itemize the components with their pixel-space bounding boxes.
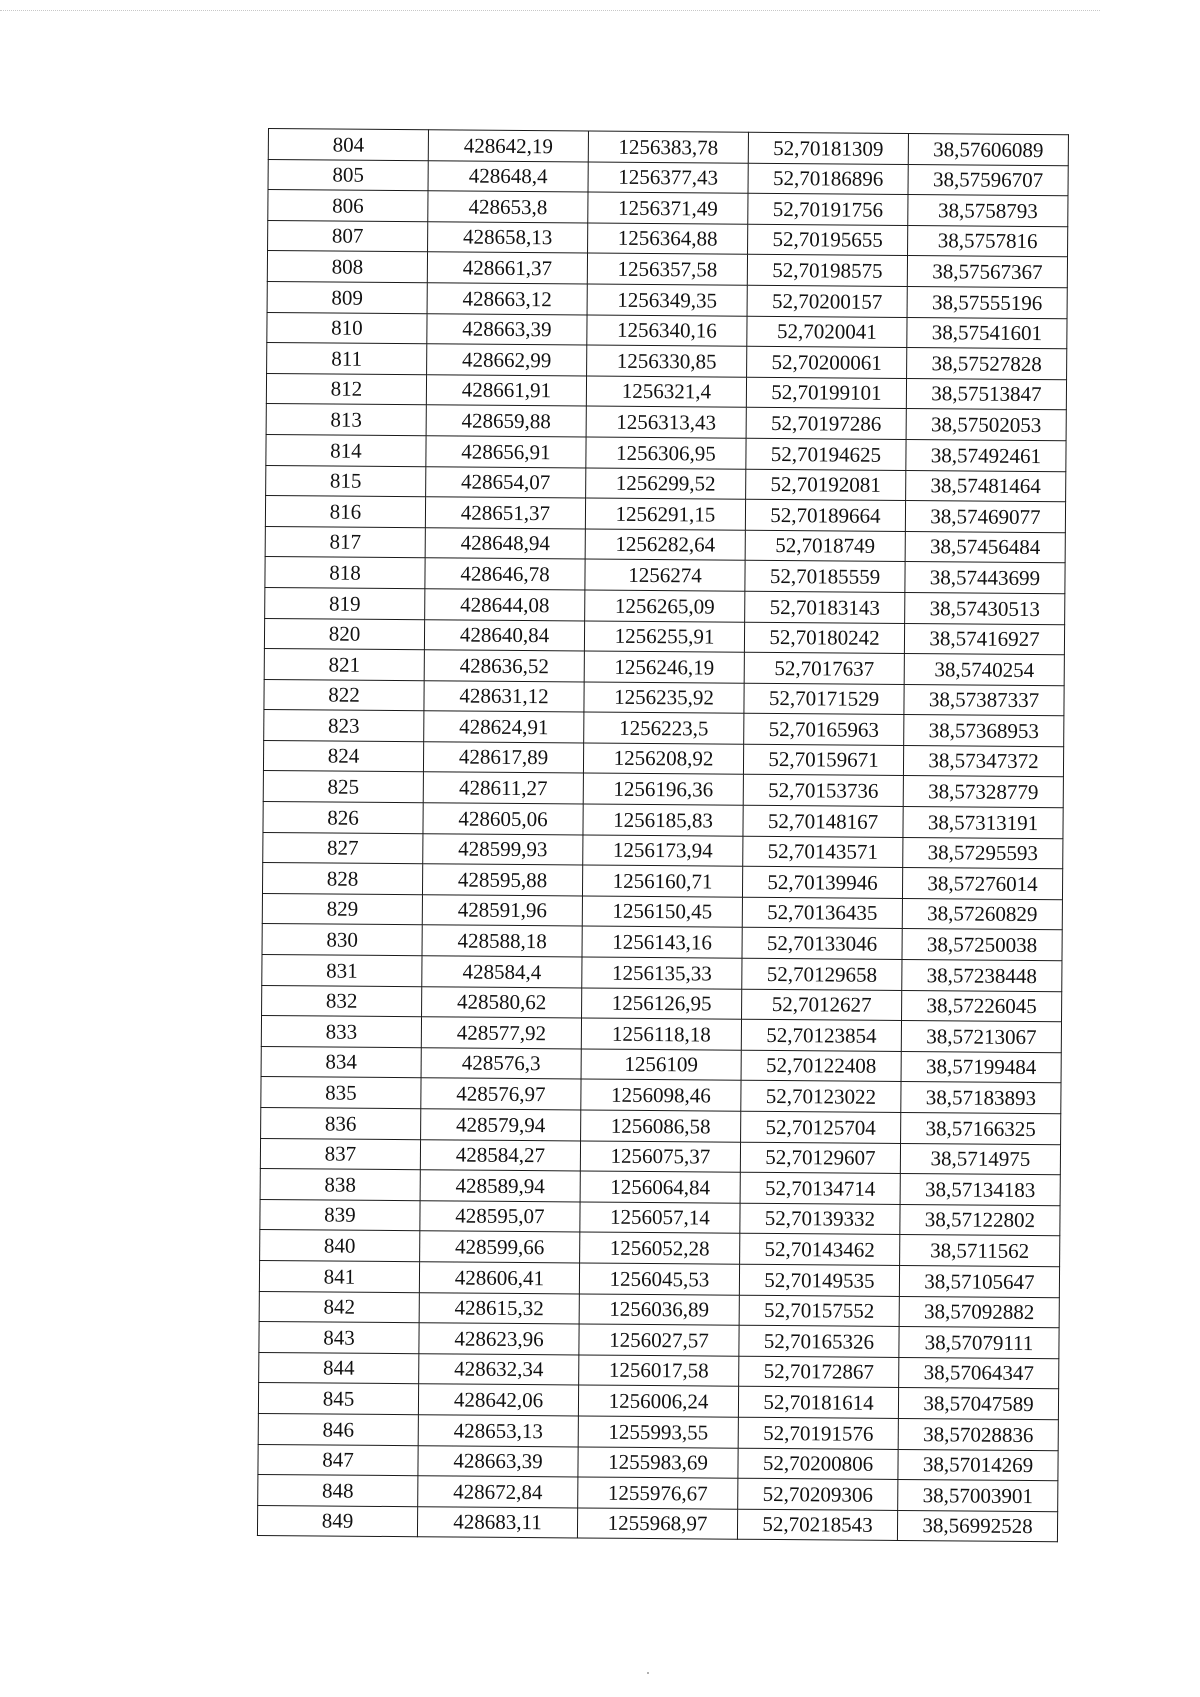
longitude-cell: 38,57105647: [899, 1265, 1059, 1297]
y-coordinate-cell: 1256357,58: [587, 253, 747, 285]
longitude-cell: 38,57567367: [907, 256, 1067, 288]
x-coordinate-cell: 428654,07: [426, 466, 586, 498]
latitude-cell: 52,70143462: [740, 1234, 900, 1266]
longitude-cell: 38,57213067: [901, 1021, 1061, 1053]
y-coordinate-cell: 1256255,91: [584, 621, 744, 653]
longitude-cell: 38,5758793: [908, 195, 1068, 227]
x-coordinate-cell: 428653,13: [418, 1415, 578, 1447]
latitude-cell: 52,70200806: [738, 1448, 898, 1480]
y-coordinate-cell: 1256321,4: [586, 376, 746, 408]
longitude-cell: 38,57328779: [903, 776, 1063, 808]
point-number-cell: 838: [260, 1169, 420, 1201]
latitude-cell: 52,70143571: [743, 836, 903, 868]
y-coordinate-cell: 1256027,57: [579, 1324, 739, 1356]
y-coordinate-cell: 1256160,71: [582, 865, 742, 897]
longitude-cell: 38,57456484: [905, 531, 1065, 563]
latitude-cell: 52,70200157: [747, 285, 907, 317]
latitude-cell: 52,70165326: [739, 1325, 899, 1357]
latitude-cell: 52,70195655: [748, 224, 908, 256]
x-coordinate-cell: 428632,34: [419, 1353, 579, 1385]
longitude-cell: 38,57003901: [898, 1480, 1058, 1512]
latitude-cell: 52,70134714: [740, 1172, 900, 1204]
x-coordinate-cell: 428576,3: [421, 1048, 581, 1080]
longitude-cell: 38,57555196: [907, 286, 1067, 318]
x-coordinate-cell: 428651,37: [425, 497, 585, 529]
point-number-cell: 813: [266, 404, 426, 436]
longitude-cell: 38,57596707: [908, 164, 1068, 196]
point-number-cell: 827: [263, 832, 423, 864]
y-coordinate-cell: 1256383,78: [588, 131, 748, 163]
x-coordinate-cell: 428584,27: [420, 1139, 580, 1171]
x-coordinate-cell: 428644,08: [425, 589, 585, 621]
y-coordinate-cell: 1256313,43: [586, 406, 746, 438]
x-coordinate-cell: 428599,66: [420, 1231, 580, 1263]
latitude-cell: 52,70191756: [748, 193, 908, 225]
scan-edge-line: [0, 10, 1100, 11]
x-coordinate-cell: 428646,78: [425, 558, 585, 590]
latitude-cell: 52,70139946: [742, 867, 902, 899]
point-number-cell: 849: [257, 1505, 417, 1537]
latitude-cell: 52,70197286: [746, 408, 906, 440]
x-coordinate-cell: 428656,91: [426, 436, 586, 468]
longitude-cell: 38,56992528: [897, 1510, 1057, 1542]
longitude-cell: 38,57092882: [899, 1296, 1059, 1328]
y-coordinate-cell: 1256135,33: [582, 957, 742, 989]
latitude-cell: 52,70129658: [742, 958, 902, 990]
longitude-cell: 38,57430513: [905, 592, 1065, 624]
x-coordinate-cell: 428653,8: [428, 191, 588, 223]
point-number-cell: 822: [264, 679, 424, 711]
latitude-cell: 52,70181614: [738, 1387, 898, 1419]
y-coordinate-cell: 1256246,19: [584, 651, 744, 683]
point-number-cell: 847: [258, 1444, 418, 1476]
latitude-cell: 52,70122408: [741, 1050, 901, 1082]
longitude-cell: 38,57238448: [902, 960, 1062, 992]
point-number-cell: 825: [263, 771, 423, 803]
longitude-cell: 38,57481464: [906, 470, 1066, 502]
y-coordinate-cell: 1256208,92: [583, 743, 743, 775]
longitude-cell: 38,57260829: [902, 898, 1062, 930]
x-coordinate-cell: 428658,13: [428, 222, 588, 254]
longitude-cell: 38,5714975: [900, 1143, 1060, 1175]
point-number-cell: 826: [263, 802, 423, 834]
longitude-cell: 38,57166325: [901, 1113, 1061, 1145]
y-coordinate-cell: 1256291,15: [585, 498, 745, 530]
y-coordinate-cell: 1256126,95: [582, 988, 742, 1020]
latitude-cell: 52,70172867: [739, 1356, 899, 1388]
latitude-cell: 52,70180242: [744, 622, 904, 654]
x-coordinate-cell: 428589,94: [420, 1170, 580, 1202]
y-coordinate-cell: 1256371,49: [588, 192, 748, 224]
y-coordinate-cell: 1255983,69: [578, 1447, 738, 1479]
y-coordinate-cell: 1256017,58: [579, 1355, 739, 1387]
x-coordinate-cell: 428595,07: [420, 1201, 580, 1233]
longitude-cell: 38,57134183: [900, 1174, 1060, 1206]
point-number-cell: 808: [267, 251, 427, 283]
x-coordinate-cell: 428663,39: [418, 1445, 578, 1477]
x-coordinate-cell: 428672,84: [418, 1476, 578, 1508]
x-coordinate-cell: 428577,92: [421, 1017, 581, 1049]
y-coordinate-cell: 1255993,55: [578, 1416, 738, 1448]
x-coordinate-cell: 428659,88: [426, 405, 586, 437]
point-number-cell: 819: [265, 587, 425, 619]
y-coordinate-cell: 1256282,64: [585, 529, 745, 561]
x-coordinate-cell: 428648,4: [428, 160, 588, 192]
point-number-cell: 823: [264, 710, 424, 742]
point-number-cell: 840: [260, 1230, 420, 1262]
y-coordinate-cell: 1256006,24: [578, 1385, 738, 1417]
y-coordinate-cell: 1256185,83: [583, 804, 743, 836]
x-coordinate-cell: 428591,96: [422, 895, 582, 927]
latitude-cell: 52,70148167: [743, 805, 903, 837]
x-coordinate-cell: 428640,84: [424, 619, 584, 651]
x-coordinate-cell: 428663,12: [427, 283, 587, 315]
x-coordinate-cell: 428642,19: [428, 130, 588, 162]
latitude-cell: 52,70133046: [742, 928, 902, 960]
point-number-cell: 837: [260, 1138, 420, 1170]
point-number-cell: 810: [267, 312, 427, 344]
latitude-cell: 52,70123854: [741, 1019, 901, 1051]
point-number-cell: 814: [266, 434, 426, 466]
latitude-cell: 52,7012627: [742, 989, 902, 1021]
point-number-cell: 836: [261, 1107, 421, 1139]
longitude-cell: 38,5711562: [900, 1235, 1060, 1267]
longitude-cell: 38,57443699: [905, 562, 1065, 594]
latitude-cell: 52,7018749: [745, 530, 905, 562]
x-coordinate-cell: 428584,4: [422, 956, 582, 988]
latitude-cell: 52,70218543: [737, 1509, 897, 1541]
point-number-cell: 845: [258, 1383, 418, 1415]
x-coordinate-cell: 428595,88: [422, 864, 582, 896]
y-coordinate-cell: 1256075,37: [580, 1141, 740, 1173]
latitude-cell: 52,70159671: [743, 744, 903, 776]
latitude-cell: 52,70199101: [746, 377, 906, 409]
x-coordinate-cell: 428617,89: [423, 742, 583, 774]
coordinates-table-body: [257, 129, 1068, 1543]
point-number-cell: 843: [259, 1322, 419, 1354]
y-coordinate-cell: 1256045,53: [579, 1263, 739, 1295]
point-number-cell: 833: [261, 1016, 421, 1048]
latitude-cell: 52,70192081: [746, 469, 906, 501]
y-coordinate-cell: 1256057,14: [580, 1202, 740, 1234]
y-coordinate-cell: 1256274: [585, 559, 745, 591]
longitude-cell: 38,57502053: [906, 409, 1066, 441]
latitude-cell: 52,70149535: [739, 1264, 899, 1296]
y-coordinate-cell: 1256052,28: [580, 1232, 740, 1264]
point-number-cell: 828: [262, 863, 422, 895]
x-coordinate-cell: 428683,11: [417, 1506, 577, 1538]
latitude-cell: 52,70189664: [745, 499, 905, 531]
latitude-cell: 52,70157552: [739, 1295, 899, 1327]
longitude-cell: 38,57276014: [902, 868, 1062, 900]
x-coordinate-cell: 428588,18: [422, 925, 582, 957]
y-coordinate-cell: 1256364,88: [588, 223, 748, 255]
point-number-cell: 829: [262, 893, 422, 925]
longitude-cell: 38,57079111: [899, 1327, 1059, 1359]
longitude-cell: 38,57122802: [900, 1204, 1060, 1236]
point-number-cell: 835: [261, 1077, 421, 1109]
y-coordinate-cell: 1255968,97: [577, 1508, 737, 1540]
x-coordinate-cell: 428648,94: [425, 527, 585, 559]
x-coordinate-cell: 428579,94: [421, 1109, 581, 1141]
x-coordinate-cell: 428580,62: [422, 986, 582, 1018]
y-coordinate-cell: 1256223,5: [584, 712, 744, 744]
longitude-cell: 38,57416927: [904, 623, 1064, 655]
y-coordinate-cell: 1256340,16: [587, 315, 747, 347]
y-coordinate-cell: 1256109: [581, 1049, 741, 1081]
longitude-cell: 38,57541601: [907, 317, 1067, 349]
x-coordinate-cell: 428611,27: [423, 772, 583, 804]
x-coordinate-cell: 428642,06: [418, 1384, 578, 1416]
point-number-cell: 805: [268, 159, 428, 191]
point-number-cell: 804: [268, 129, 428, 161]
point-number-cell: 834: [261, 1046, 421, 1078]
y-coordinate-cell: 1256265,09: [585, 590, 745, 622]
point-number-cell: 806: [268, 190, 428, 222]
latitude-cell: 52,70139332: [740, 1203, 900, 1235]
y-coordinate-cell: 1256118,18: [581, 1018, 741, 1050]
longitude-cell: 38,57014269: [898, 1449, 1058, 1481]
x-coordinate-cell: 428606,41: [419, 1262, 579, 1294]
point-number-cell: 820: [264, 618, 424, 650]
longitude-cell: 38,5757816: [908, 225, 1068, 257]
latitude-cell: 52,70123022: [741, 1081, 901, 1113]
coordinates-table: [257, 128, 1069, 1543]
latitude-cell: 52,70129607: [740, 1142, 900, 1174]
x-coordinate-cell: 428576,97: [421, 1078, 581, 1110]
longitude-cell: 38,57199484: [901, 1051, 1061, 1083]
y-coordinate-cell: 1256306,95: [586, 437, 746, 469]
latitude-cell: 52,70198575: [747, 255, 907, 287]
latitude-cell: 52,70125704: [741, 1111, 901, 1143]
point-number-cell: 818: [265, 557, 425, 589]
longitude-cell: 38,57226045: [902, 990, 1062, 1022]
table-row: [257, 1505, 1057, 1542]
point-number-cell: 812: [266, 373, 426, 405]
y-coordinate-cell: 1256064,84: [580, 1171, 740, 1203]
x-coordinate-cell: 428623,96: [419, 1323, 579, 1355]
y-coordinate-cell: 1256349,35: [587, 284, 747, 316]
latitude-cell: 52,70183143: [745, 591, 905, 623]
point-number-cell: 821: [264, 649, 424, 681]
point-number-cell: 815: [266, 465, 426, 497]
longitude-cell: 38,57250038: [902, 929, 1062, 961]
longitude-cell: 38,57295593: [903, 837, 1063, 869]
y-coordinate-cell: 1255976,67: [578, 1477, 738, 1509]
longitude-cell: 38,57387337: [904, 684, 1064, 716]
point-number-cell: 831: [262, 955, 422, 987]
latitude-cell: 52,70200061: [747, 346, 907, 378]
longitude-cell: 38,57028836: [898, 1418, 1058, 1450]
y-coordinate-cell: 1256377,43: [588, 162, 748, 194]
latitude-cell: 52,70194625: [746, 438, 906, 470]
point-number-cell: 842: [259, 1291, 419, 1323]
y-coordinate-cell: 1256299,52: [586, 468, 746, 500]
x-coordinate-cell: 428624,91: [424, 711, 584, 743]
point-number-cell: 841: [259, 1260, 419, 1292]
latitude-cell: 52,70181309: [748, 132, 908, 164]
y-coordinate-cell: 1256098,46: [581, 1079, 741, 1111]
y-coordinate-cell: 1256196,36: [583, 773, 743, 805]
x-coordinate-cell: 428615,32: [419, 1292, 579, 1324]
point-number-cell: 830: [262, 924, 422, 956]
latitude-cell: 52,70153736: [743, 775, 903, 807]
y-coordinate-cell: 1256086,58: [581, 1110, 741, 1142]
x-coordinate-cell: 428636,52: [424, 650, 584, 682]
point-number-cell: 848: [258, 1475, 418, 1507]
latitude-cell: 52,70191576: [738, 1417, 898, 1449]
latitude-cell: 52,7020041: [747, 316, 907, 348]
x-coordinate-cell: 428661,91: [426, 375, 586, 407]
point-number-cell: 839: [260, 1199, 420, 1231]
x-coordinate-cell: 428631,12: [424, 680, 584, 712]
y-coordinate-cell: 1256173,94: [583, 835, 743, 867]
longitude-cell: 38,57527828: [907, 348, 1067, 380]
point-number-cell: 846: [258, 1413, 418, 1445]
y-coordinate-cell: 1256143,16: [582, 926, 742, 958]
point-number-cell: 817: [265, 526, 425, 558]
point-number-cell: 811: [267, 343, 427, 375]
longitude-cell: 38,57492461: [906, 439, 1066, 471]
point-number-cell: 816: [265, 496, 425, 528]
longitude-cell: 38,57047589: [898, 1388, 1058, 1420]
point-number-cell: 832: [262, 985, 422, 1017]
latitude-cell: 52,70186896: [748, 163, 908, 195]
longitude-cell: 38,57606089: [908, 134, 1068, 166]
x-coordinate-cell: 428663,39: [427, 313, 587, 345]
latitude-cell: 52,70136435: [742, 897, 902, 929]
longitude-cell: 38,57513847: [906, 378, 1066, 410]
point-number-cell: 807: [268, 220, 428, 252]
y-coordinate-cell: 1256235,92: [584, 682, 744, 714]
longitude-cell: 38,57313191: [903, 807, 1063, 839]
x-coordinate-cell: 428662,99: [427, 344, 587, 376]
longitude-cell: 38,57469077: [905, 501, 1065, 533]
y-coordinate-cell: 1256330,85: [587, 345, 747, 377]
latitude-cell: 52,70171529: [744, 683, 904, 715]
point-number-cell: 809: [267, 281, 427, 313]
longitude-cell: 38,57064347: [899, 1357, 1059, 1389]
latitude-cell: 52,70209306: [738, 1478, 898, 1510]
x-coordinate-cell: 428605,06: [423, 803, 583, 835]
longitude-cell: 38,57183893: [901, 1082, 1061, 1114]
point-number-cell: 824: [263, 740, 423, 772]
longitude-cell: 38,5740254: [904, 654, 1064, 686]
latitude-cell: 52,70165963: [744, 714, 904, 746]
longitude-cell: 38,57347372: [903, 745, 1063, 777]
longitude-cell: 38,57368953: [904, 715, 1064, 747]
y-coordinate-cell: 1256036,89: [579, 1294, 739, 1326]
x-coordinate-cell: 428661,37: [427, 252, 587, 284]
latitude-cell: 52,70185559: [745, 561, 905, 593]
point-number-cell: 844: [259, 1352, 419, 1384]
latitude-cell: 52,7017637: [744, 652, 904, 684]
scan-speck: [647, 1672, 649, 1674]
x-coordinate-cell: 428599,93: [423, 833, 583, 865]
y-coordinate-cell: 1256150,45: [582, 896, 742, 928]
